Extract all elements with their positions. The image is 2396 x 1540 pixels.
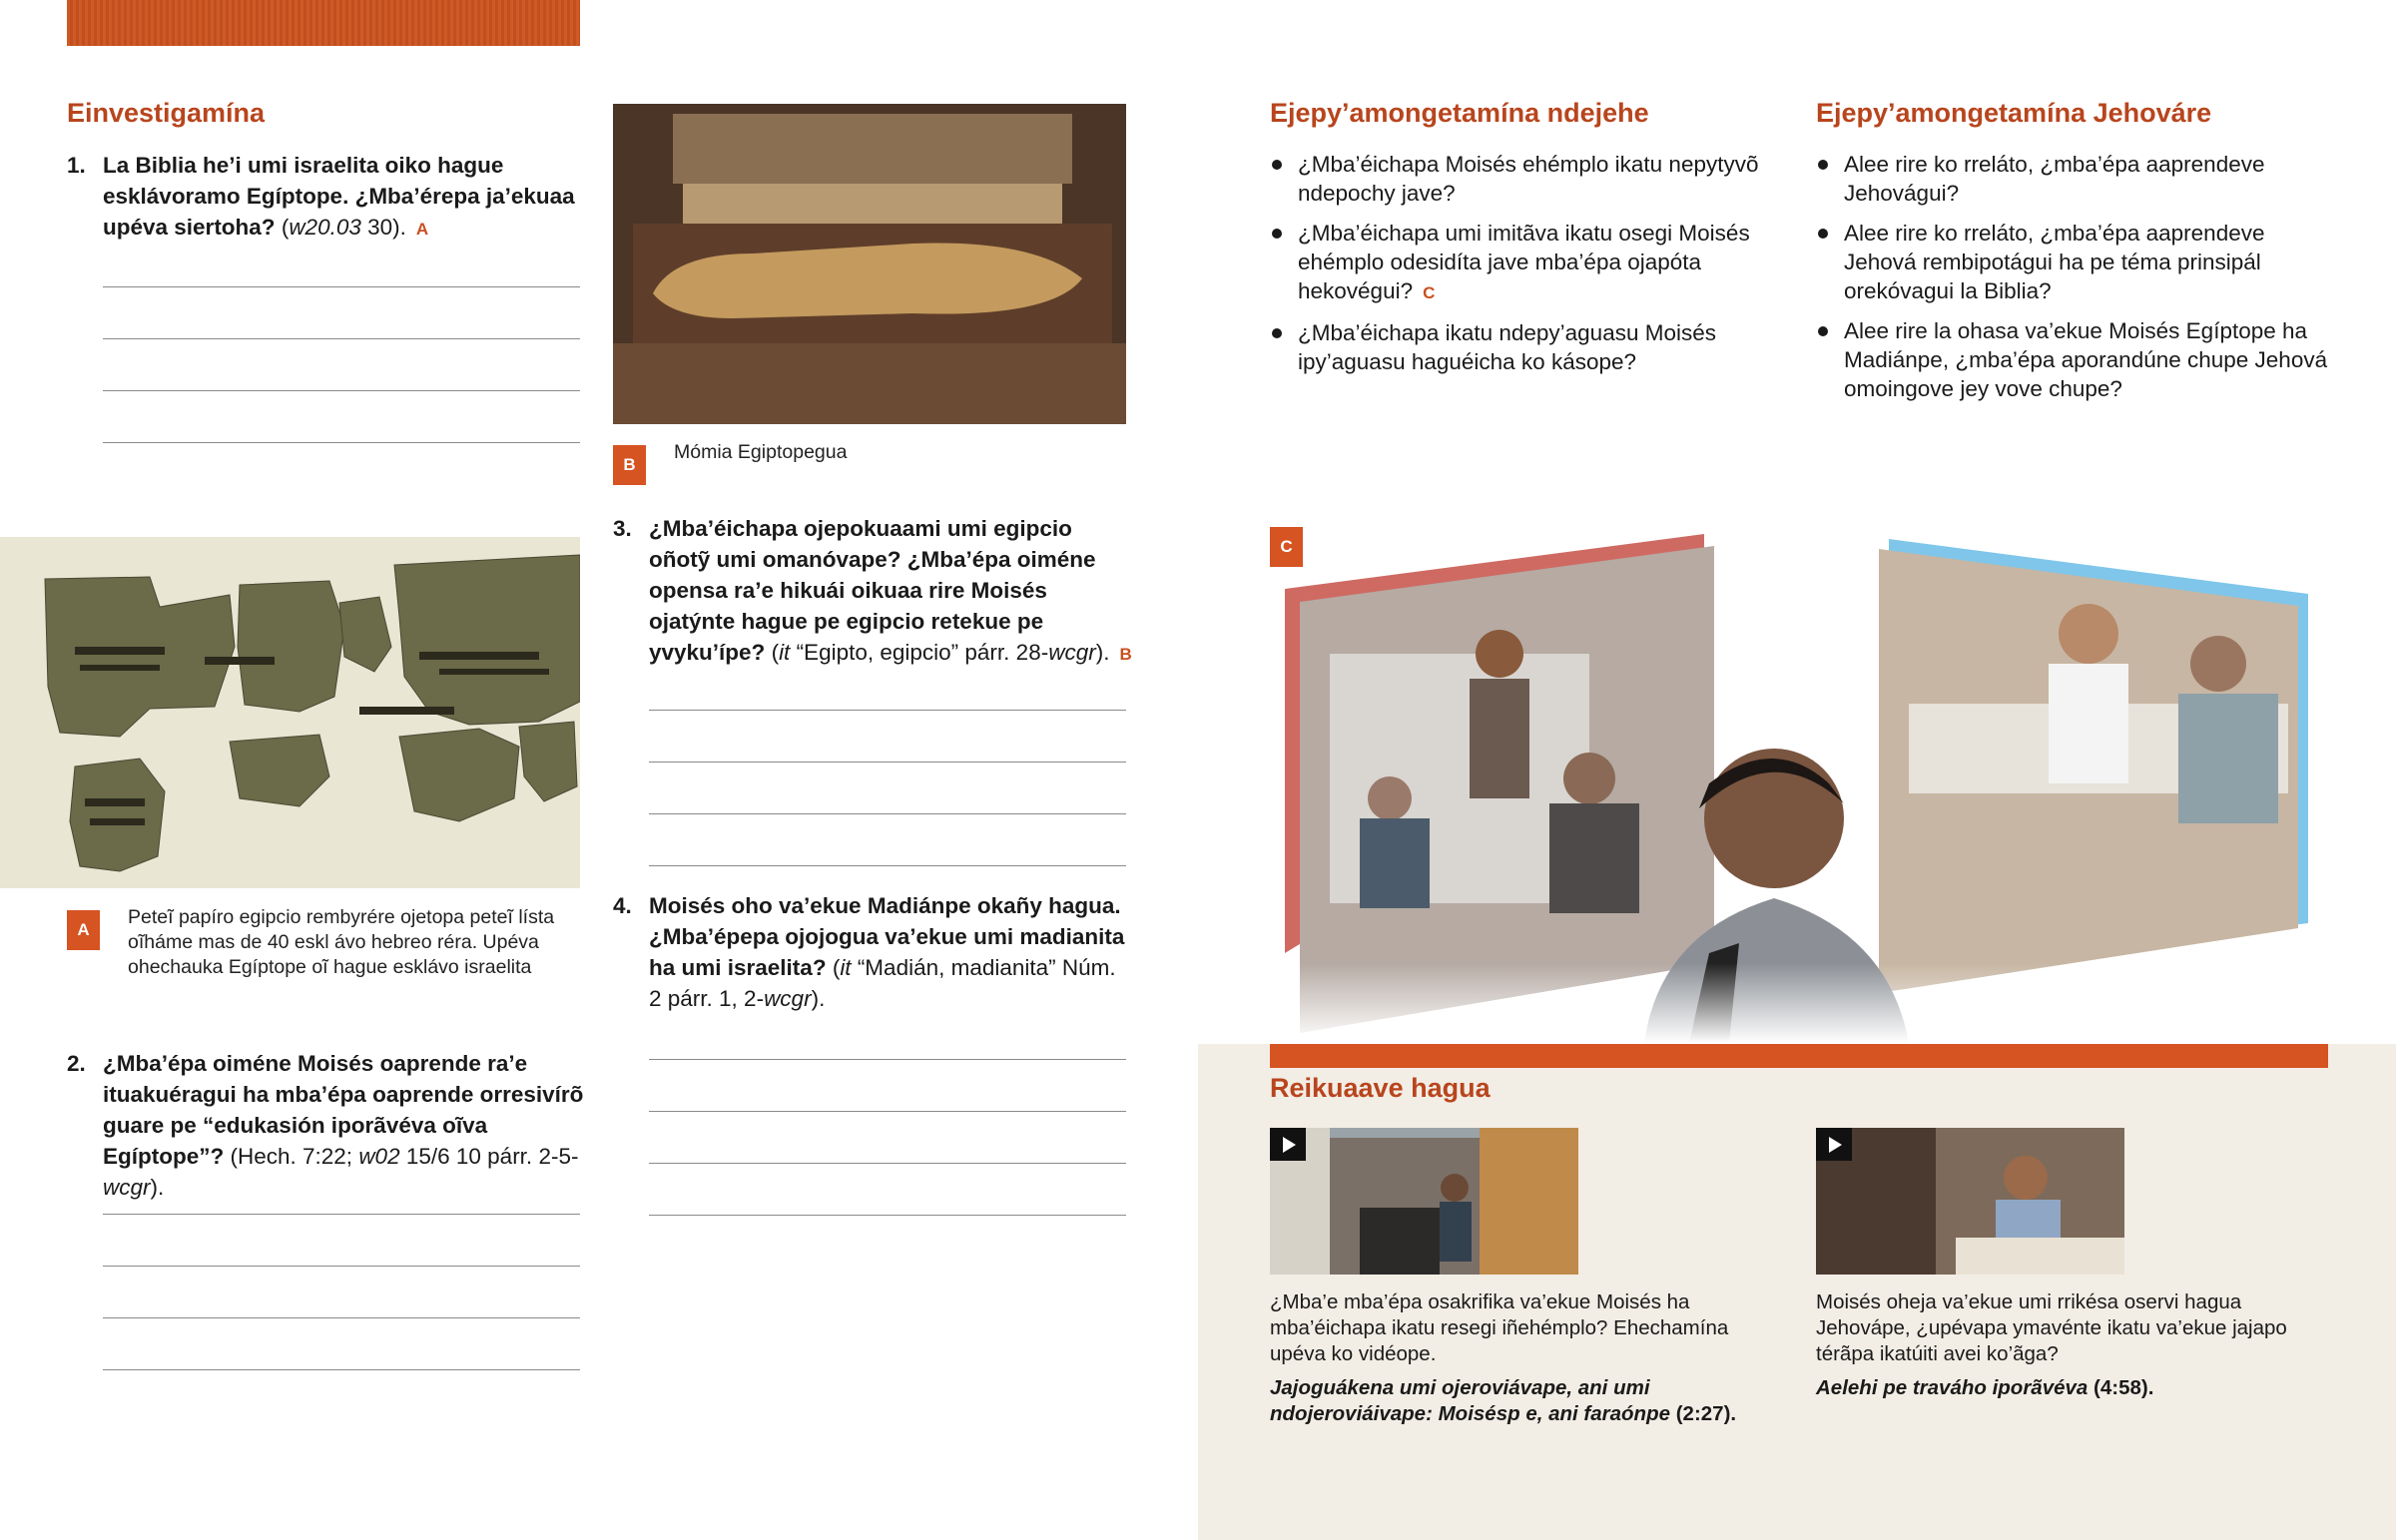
question-text: ¿Mba’épa oiméne Moisés oaprende ra’e ituakuéragui ha mba’épa oaprende orresivírõ guare pe “edukasión iporãvéva oĩva Egíptope”? [103,1051,584,1169]
fabric-banner [67,0,580,46]
reflect-on-you-list [1270,150,1789,387]
answer-lines-2[interactable] [103,1163,580,1370]
list-item: ¿Mba’éichapa ikatu ndepy’aguasu Moisés ipy’aguasu haguéicha ko kásope? [1270,318,1789,376]
question-number: 3. [613,516,632,541]
answer-lines-3[interactable] [649,659,1126,866]
video-duration-1: (2:27). [1675,1402,1737,1425]
question-2: 2. ¿Mba’épa oiméne Moisés oaprende ra’e ituakuéragui ha mba’épa oaprende orresivírõ guare pe “edukasión iporãvéva oĩva Egíptope”? (Hech. 7:22; w02 15/6 10 párr. 2-5-wcgr). [67,1048,586,1203]
question-number: 2. [67,1051,86,1076]
mummy-image [613,104,1126,424]
video-thumbnail-1[interactable] [1270,1128,1578,1275]
question-text: ¿Mba’éichapa ojepokuaami umi egipcio oñotỹ umi omanóvape? ¿Mba’épa oiméne opensa ra’e hikuái oikuaa rire Moisés ojatýnte hague pe egipcio retekue pe yvyku’ípe? [649,516,1096,665]
question-text: La Biblia he’i umi israelita oiko hague esklávoramo Egíptope. ¿Mba’érepa ja’ekuaa upéva siertoha? [103,153,575,240]
image-tag-b: B [1119,645,1132,664]
question-4: 4. Moisés oho va’ekue Madiánpe okañy hagua. ¿Mba’épepa ojojogua va’ekue umi madianita ha umi israelita? (it “Madián, madianita” Núm. 2 párr. 1, 2-wcgr). [613,890,1132,1014]
choice-illustration [1270,534,2328,1043]
question-text: Moisés oho va’ekue Madiánpe okañy hagua. ¿Mba’épepa ojojogua va’ekue umi madianita ha umi israelita? [649,893,1125,980]
question-number: 1. [67,153,86,178]
caption-a: Peteĩ papíro egipcio rembyrére ojetopa peteĩ lísta oĩháme mas de 40 eskl ávo hebreo réra. Upéva ohechauka Egíptope oĩ hague esklávo israelita [128,906,555,978]
learn-more-heading: Reikuaave hagua [1270,1073,1491,1103]
video-duration-2: (4:58). [2094,1376,2154,1399]
video-description-2: Moisés oheja va’ekue umi rrikésa oservi hagua Jehovápe, ¿upévapa ymavénte ikatu va’ekue jajapo térãpa ikatúiti avei ko’ãga? Aelehi pe traváho iporãvéva (4:58). [1816,1290,2287,1399]
image-tag-a: A [415,220,429,239]
reflect-on-jehovah-list [1816,150,2335,414]
caption-label-b: B [613,445,646,485]
image-tag-c: C [1423,283,1436,302]
video-description-1: ¿Mba’e mba’épa osakrifika va’ekue Moisés ha mba’éichapa ikatu resegi iñehémplo? Ehechamína upéva ko vidéope. Jajoguákena umi ojeroviávape, ani umi ndojeroviáivape: Moisésp e, ani faraónpe (2:27). [1270,1290,1737,1425]
illustration-label-c: C [1270,527,1303,567]
play-icon[interactable] [1270,1128,1306,1161]
list-item: ¿Mba’éichapa umi imitãva ikatu osegi Moisés ehémplo odesidíta jave mba’épa ojapóta hekovégui? C [1270,219,1789,307]
papyrus-image [0,537,580,888]
play-icon[interactable] [1816,1128,1852,1161]
question-number: 4. [613,893,632,918]
question-3: 3. ¿Mba’éichapa ojepokuaami umi egipcio oñotỹ umi omanóvape? ¿Mba’épa oiméne opensa ra’e hikuái oikuaa rire Moisés ojatýnte hague pe egipcio retekue pe yvyku’ípe? (it “Egipto, egipcio” párr. 28-wcgr). B [613,513,1132,670]
reflect-on-jehovah-heading: Ejepy’amongetamína Jehováre [1816,98,2212,128]
learn-more-bar [1270,1044,2328,1068]
caption-label-a: A [67,910,100,950]
answer-lines-4[interactable] [649,1008,1126,1216]
video-title-1[interactable]: Jajoguákena umi ojeroviávape, ani umi ndojeroviáivape: Moisésp e, ani faraónpe [1270,1376,1671,1425]
list-item: Alee rire ko rreláto, ¿mba’épa aaprendeve Jehovágui? [1816,150,2335,208]
investigation-heading: Einvestigamína [67,98,266,128]
video-title-2[interactable]: Aelehi pe traváho iporãvéva [1816,1376,2089,1399]
answer-lines-1[interactable] [103,236,580,443]
list-item: Alee rire ko rreláto, ¿mba’épa aaprendeve Jehová rembipotágui ha pe téma prinsipál orekóvagui la Biblia? [1816,219,2335,305]
list-item: ¿Mba’éichapa Moisés ehémplo ikatu nepytyvõ ndepochy jave? [1270,150,1789,208]
caption-b: Mómia Egiptopegua [674,441,848,463]
list-item: Alee rire la ohasa va’ekue Moisés Egíptope ha Madiánpe, ¿mba’épa aporandúne chupe Jehová omoingove jey vove chupe? [1816,316,2335,403]
video-thumbnail-2[interactable] [1816,1128,2124,1275]
question-1: 1. La Biblia he’i umi israelita oiko hague esklávoramo Egíptope. ¿Mba’érepa ja’ekuaa upéva siertoha? (w20.03 30). A [67,150,586,245]
reflect-on-you-heading: Ejepy’amongetamína ndejehe [1270,98,1649,128]
